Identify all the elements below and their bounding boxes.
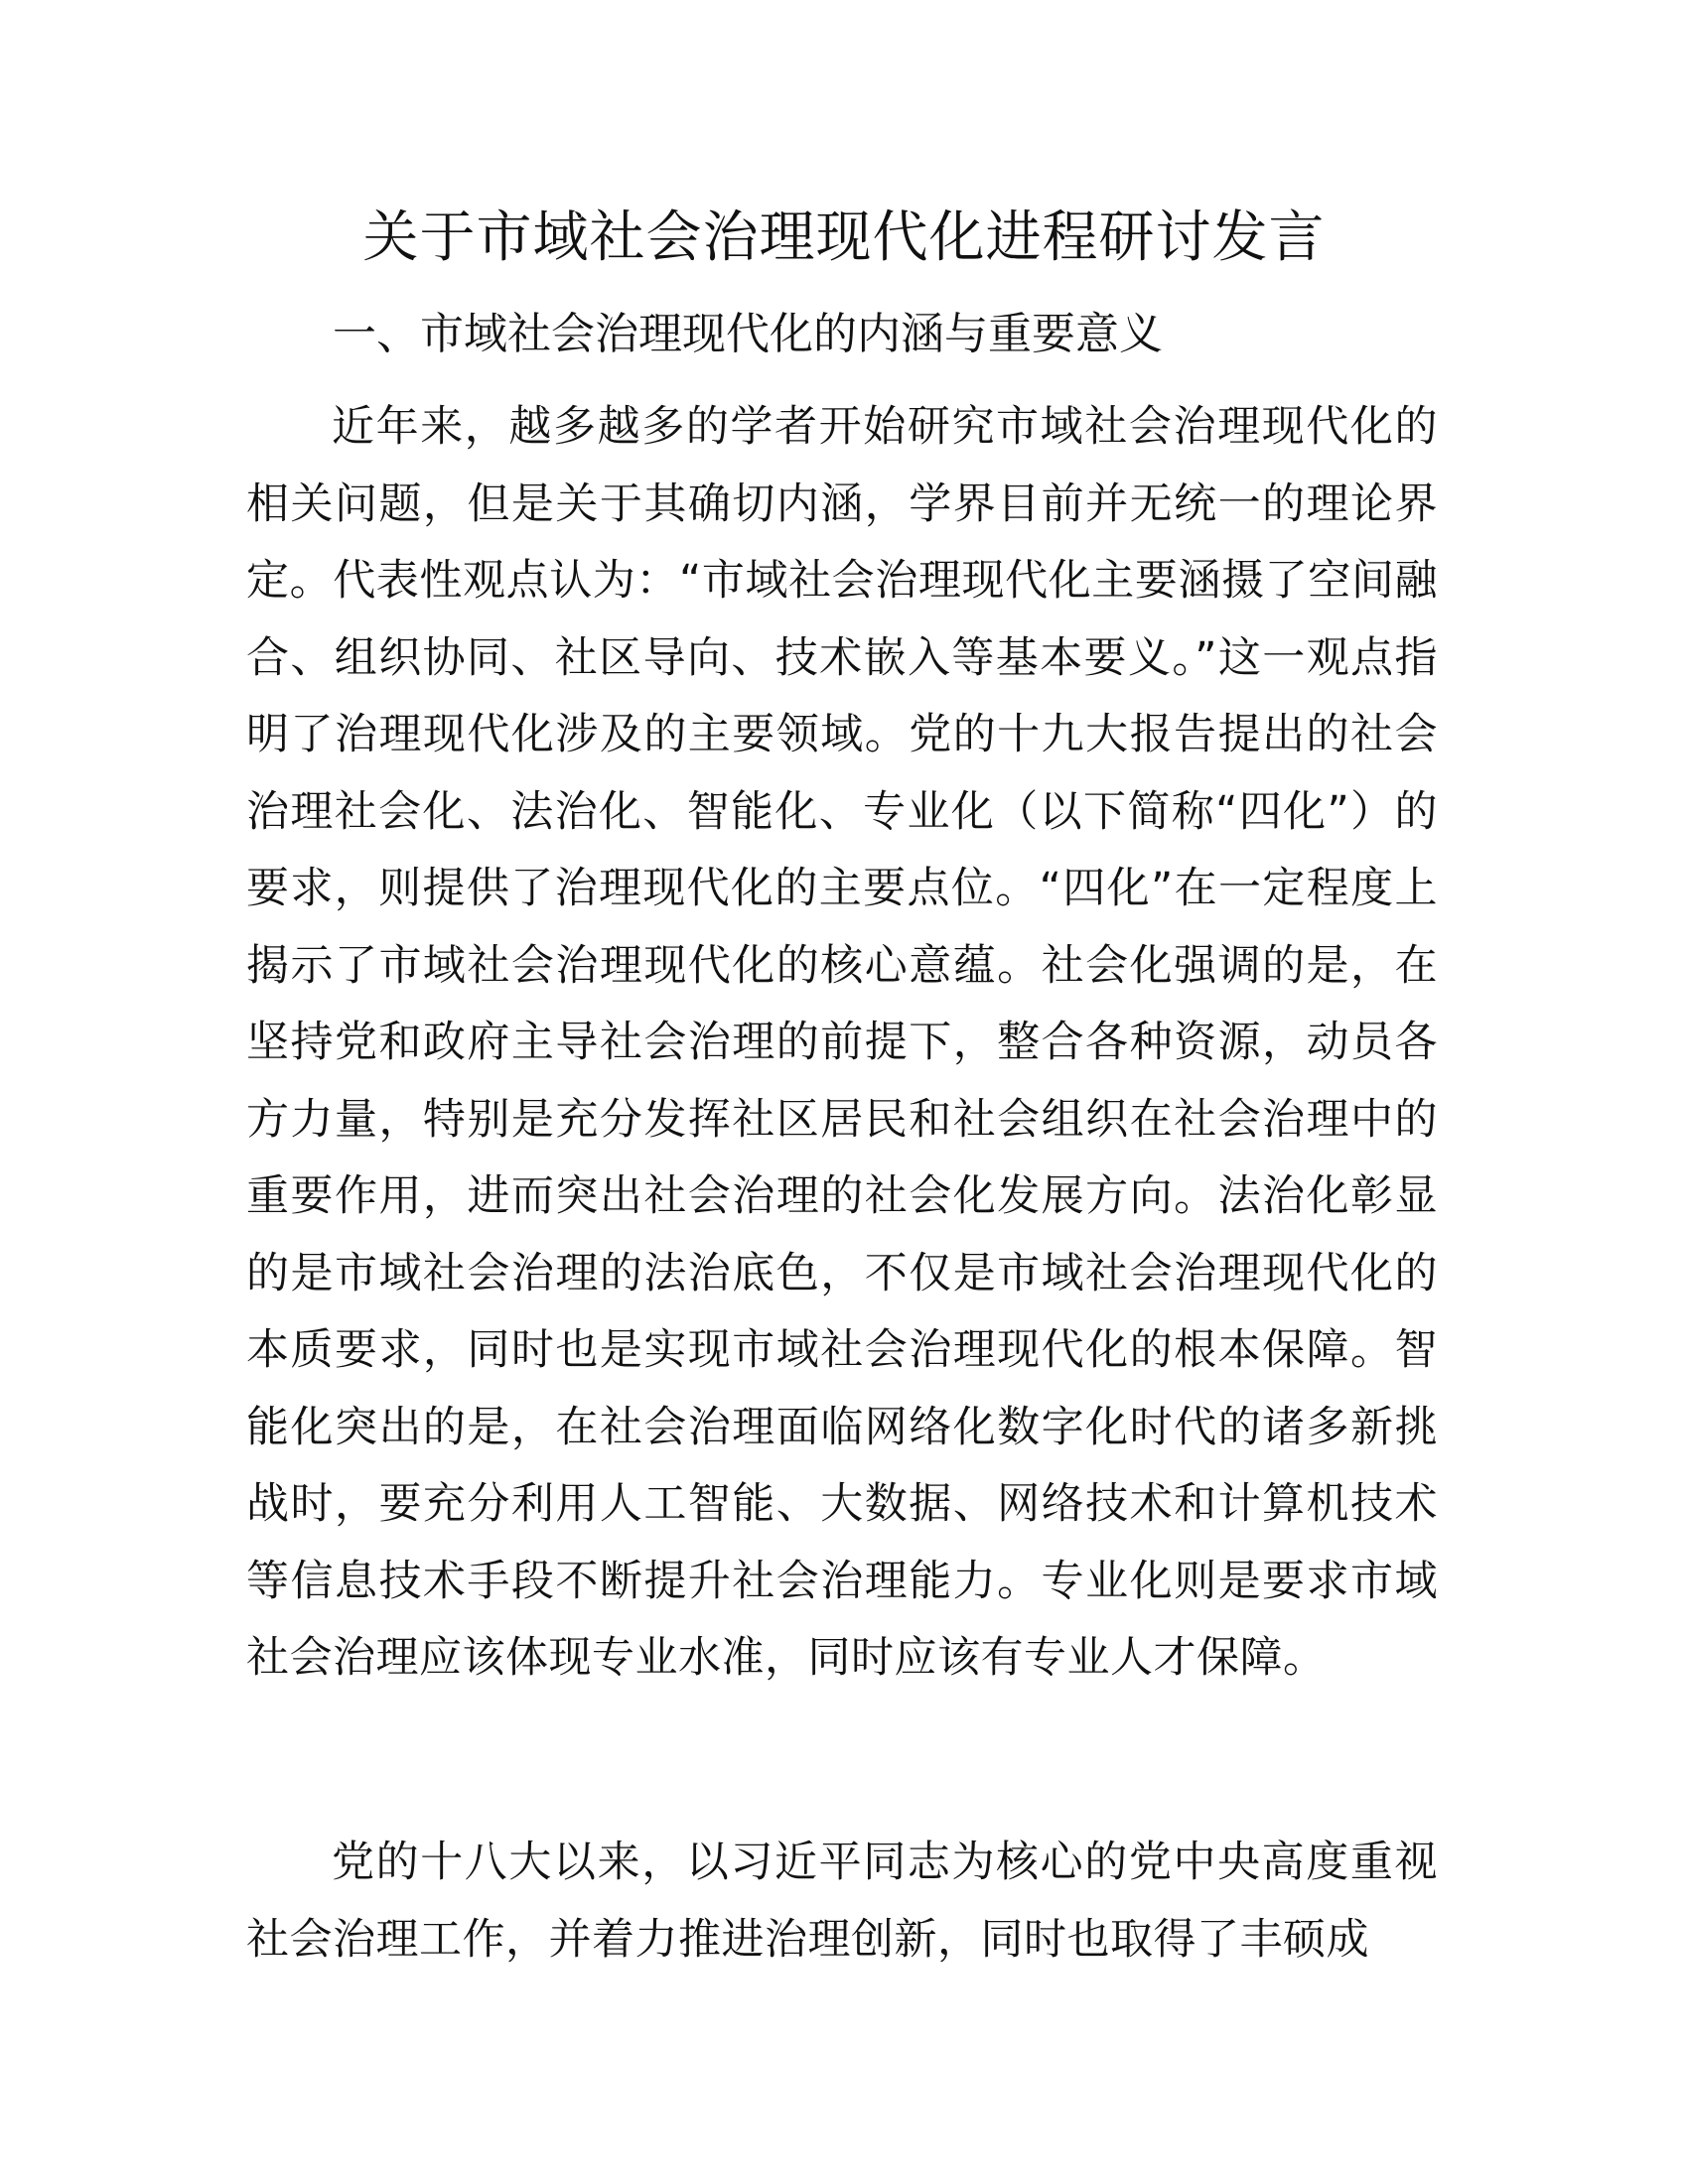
document-title: 关于市域社会治理现代化进程研讨发言	[362, 205, 1326, 270]
body-paragraph: 党的十八大以来，以习近平同志为核心的党中央高度重视社会治理工作，并着力推进治理创新，同时也取得了丰硕成	[246, 1838, 1438, 1965]
section-heading: 一、市域社会治理现代化的内涵与重要意义	[333, 309, 1163, 359]
body-paragraph: 近年来，越多越多的学者开始研究市域社会治理现代化的相关问题，但是关于其确切内涵，学界目前并无统一的理论界定。代表性观点认为：“市域社会治理现代化主要涵摄了空间融合、组织协同、社区导向、技术嵌入等基本要义。”这一观点指明了治理现代化涉及的主要领域。党的十九大报告提出的社会治理社会化、法治化、智能化、专业化（以下简称“四化”）的要求，则提供了治理现代化的主要点位。“四化”在一定程度上揭示了市域社会治理现代化的核心意蕴。社会化强调的是，在坚持党和政府主导社会治理的前提下，整合各种资源，动员各方力量，特别是充分发挥社区居民和社会组织在社会治理中的重要作用，进而突出社会治理的社会化发展方向。法治化彰显的是市域社会治理的法治底色，不仅是市域社会治理现代化的本质要求，同时也是实现市域社会治理现代化的根本保障。智能化突出的是，在社会治理面临网络化数字化时代的诸多新挑战时，要充分利用人工智能、大数据、网络技术和计算机技术等信息技术手段不断提升社会治理能力。专业化则是要求市域社会治理应该体现专业水准，同时应该有专业人才保障。	[246, 402, 1438, 1683]
